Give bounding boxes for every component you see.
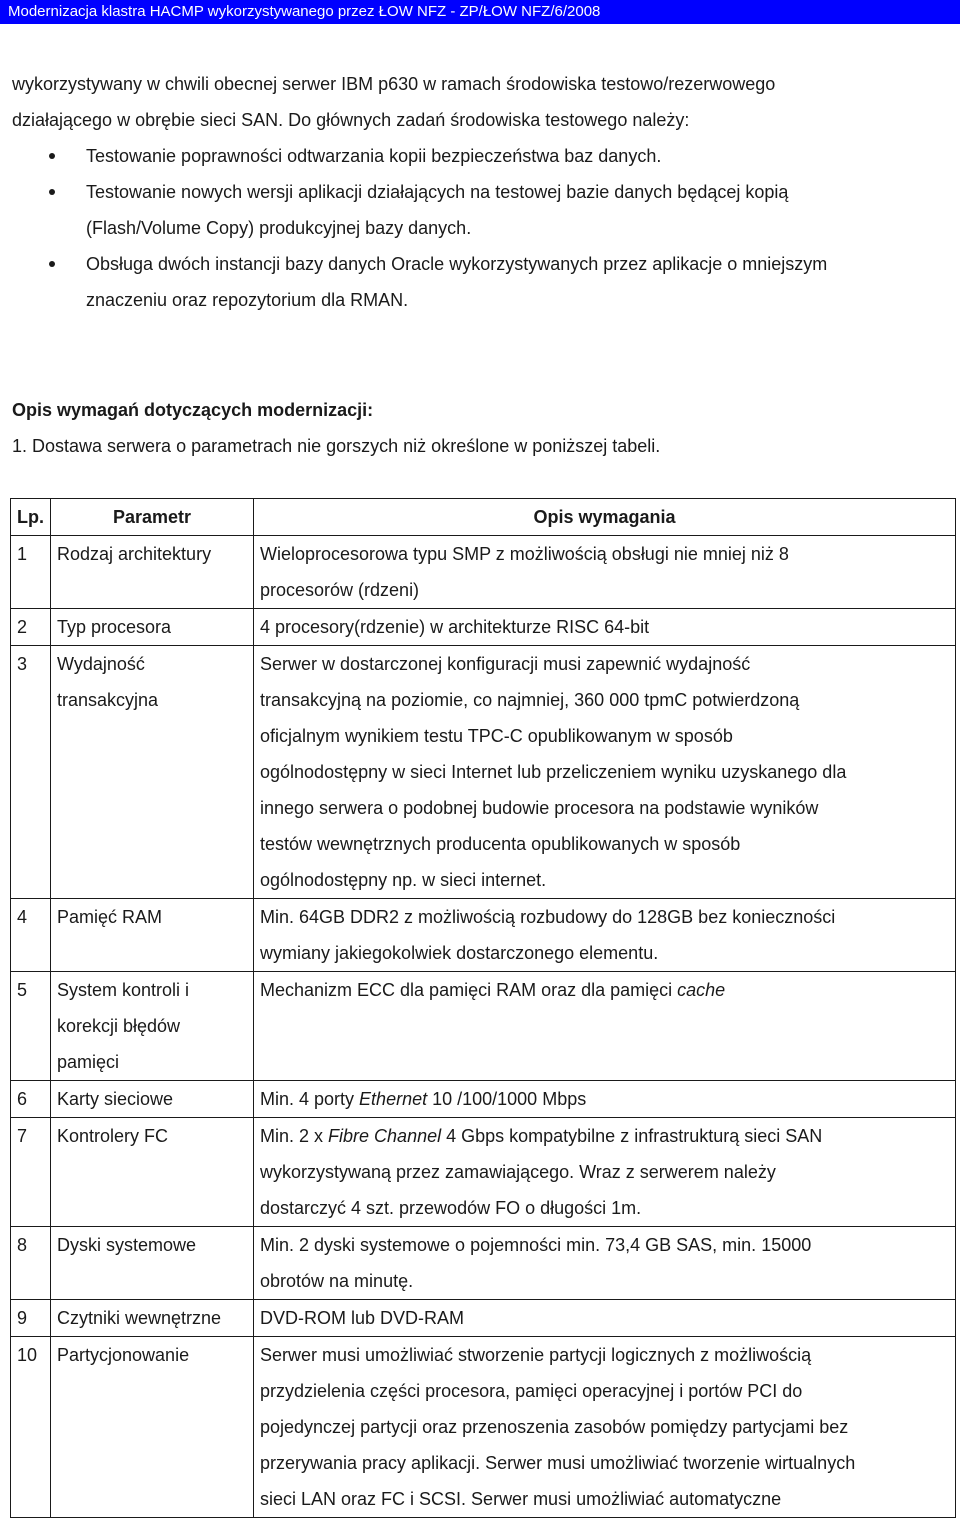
table-row (11, 646, 956, 899)
cell-desc (254, 1118, 956, 1227)
cell-lp: 5 (11, 972, 51, 1081)
header-lp: Lp. (11, 499, 51, 536)
bullet-item (0, 174, 940, 246)
cell-desc (254, 1081, 956, 1118)
document-header: Modernizacja klastra HACMP wykorzystywanego przez ŁOW NFZ - ZP/ŁOW NFZ/6/2008 (0, 0, 960, 24)
desc-line: przerywania pracy aplikacji. Serwer musi umożliwiać tworzenie wirtualnych (260, 1453, 856, 1473)
table-header-row (11, 499, 956, 536)
desc-line: Serwer musi umożliwiać stworzenie partycji logicznych z możliwością (260, 1345, 812, 1365)
bullet-dot-icon (49, 189, 55, 195)
desc-text: 4 Gbps kompatybilne z infrastrukturą sieci SAN (441, 1126, 823, 1146)
bullet-item (0, 246, 940, 318)
desc-line: innego serwera o podobnej budowie procesora na podstawie wyników (260, 798, 819, 818)
desc-line: dostarczyć 4 szt. przewodów FO o długości 1m. (260, 1198, 642, 1218)
cell-param: Rodzaj architektury (51, 536, 254, 609)
desc-line: Min. 64GB DDR2 z możliwością rozbudowy do 128GB bez konieczności (260, 907, 836, 927)
cell-desc (254, 536, 956, 609)
cell-lp: 6 (11, 1081, 51, 1118)
cell-lp: 7 (11, 1118, 51, 1227)
desc-text: Min. 2 x (260, 1126, 329, 1146)
cell-param (51, 972, 254, 1081)
desc-line: transakcyjną na poziomie, co najmniej, 360 000 tpmC potwierdzoną (260, 690, 800, 710)
cell-lp: 2 (11, 609, 51, 646)
bullet-item (0, 138, 940, 174)
cell-lp: 10 (11, 1337, 51, 1518)
table-row (11, 536, 956, 609)
param-line: transakcyjna (57, 690, 159, 710)
bullet-text: Testowanie poprawności odtwarzania kopii bezpieczeństwa baz danych. (86, 146, 662, 166)
desc-line: Wieloprocesorowa typu SMP z możliwością obsługi nie mniej niż 8 (260, 544, 789, 564)
desc-line: Min. 2 dyski systemowe o pojemności min. 73,4 GB SAS, min. 15000 (260, 1235, 812, 1255)
desc-text: 10 /100/1000 Mbps (427, 1089, 587, 1109)
cell-desc (254, 899, 956, 972)
cell-desc: DVD-ROM lub DVD-RAM (254, 1300, 956, 1337)
desc-line: procesorów (rdzeni) (260, 580, 420, 600)
intro-paragraph (12, 66, 952, 138)
cell-desc (254, 1227, 956, 1300)
cell-desc (254, 646, 956, 899)
table-row (11, 899, 956, 972)
cell-lp: 1 (11, 536, 51, 609)
bullet-dot-icon (49, 153, 55, 159)
intro-line: wykorzystywany w chwili obecnej serwer IBM p630 w ramach środowiska testowo/rezerwowego (12, 74, 776, 94)
desc-line: ogólnodostępny w sieci Internet lub przeliczeniem wyniku uzyskanego dla (260, 762, 847, 782)
section-intro: 1. Dostawa serwera o parametrach nie gorszych niż określone w poniższej tabeli. (12, 436, 661, 456)
desc-text: Mechanizm ECC dla pamięci RAM oraz dla pamięci (260, 980, 678, 1000)
desc-line: przydzielenia części procesora, pamięci operacyjnej i portów PCI do (260, 1381, 803, 1401)
bullet-text: Testowanie nowych wersji aplikacji działających na testowej bazie danych będącej kopią (86, 182, 789, 202)
desc-line: oficjalnym wynikiem testu TPC-C opublikowanym w sposób (260, 726, 733, 746)
desc-line: sieci LAN oraz FC i SCSI. Serwer musi umożliwiać automatyczne (260, 1489, 782, 1509)
param-line: korekcji błędów (57, 1016, 181, 1036)
cell-desc (254, 972, 956, 1081)
cell-param: Karty sieciowe (51, 1081, 254, 1118)
cell-desc: 4 procesory(rdzenie) w architekturze RISC 64-bit (254, 609, 956, 646)
cell-param: Typ procesora (51, 609, 254, 646)
desc-text: Min. 4 porty (260, 1089, 360, 1109)
task-bullet-list (0, 138, 960, 318)
header-desc: Opis wymagania (254, 499, 956, 536)
table-row (11, 972, 956, 1081)
table-row (11, 1300, 956, 1337)
desc-italic-term: cache (677, 980, 726, 1000)
desc-italic-term: Ethernet (359, 1089, 428, 1109)
param-line: System kontroli i (57, 980, 190, 1000)
desc-line: Serwer w dostarczonej konfiguracji musi zapewnić wydajność (260, 654, 751, 674)
desc-line: wykorzystywaną przez zamawiającego. Wraz z serwerem należy (260, 1162, 776, 1182)
desc-line (260, 1118, 949, 1154)
desc-line: pojedynczej partycji oraz przenoszenia zasobów pomiędzy partycjami bez (260, 1417, 849, 1437)
cell-param: Dyski systemowe (51, 1227, 254, 1300)
table-row (11, 1081, 956, 1118)
desc-line: ogólnodostępny np. w sieci internet. (260, 870, 547, 890)
requirements-table (10, 498, 956, 1518)
table-row (11, 1337, 956, 1518)
table-row (11, 609, 956, 646)
bullet-text: znaczeniu oraz repozytorium dla RMAN. (86, 290, 409, 310)
cell-desc (254, 1337, 956, 1518)
desc-line: obrotów na minutę. (260, 1271, 414, 1291)
cell-lp: 9 (11, 1300, 51, 1337)
cell-param: Pamięć RAM (51, 899, 254, 972)
cell-lp: 4 (11, 899, 51, 972)
cell-param: Czytniki wewnętrzne (51, 1300, 254, 1337)
cell-param: Kontrolery FC (51, 1118, 254, 1227)
bullet-text: Obsługa dwóch instancji bazy danych Oracle wykorzystywanych przez aplikacje o mniejszym (86, 254, 828, 274)
table-row (11, 1118, 956, 1227)
cell-lp: 8 (11, 1227, 51, 1300)
param-line: pamięci (57, 1052, 120, 1072)
bullet-dot-icon (49, 261, 55, 267)
desc-line: testów wewnętrznych producenta opublikowanych w sposób (260, 834, 741, 854)
intro-line: działającego w obrębie sieci SAN. Do głównych zadań środowiska testowego należy: (12, 110, 690, 130)
param-line: Wydajność (57, 654, 145, 674)
cell-param: Partycjonowanie (51, 1337, 254, 1518)
desc-italic-term: Fibre Channel (328, 1126, 442, 1146)
section-heading: Opis wymagań dotyczących modernizacji: (12, 400, 374, 420)
table-row (11, 1227, 956, 1300)
desc-line: wymiany jakiegokolwiek dostarczonego elementu. (260, 943, 659, 963)
cell-lp: 3 (11, 646, 51, 899)
bullet-text: (Flash/Volume Copy) produkcyjnej bazy danych. (86, 218, 472, 238)
header-param: Parametr (51, 499, 254, 536)
cell-param (51, 646, 254, 899)
